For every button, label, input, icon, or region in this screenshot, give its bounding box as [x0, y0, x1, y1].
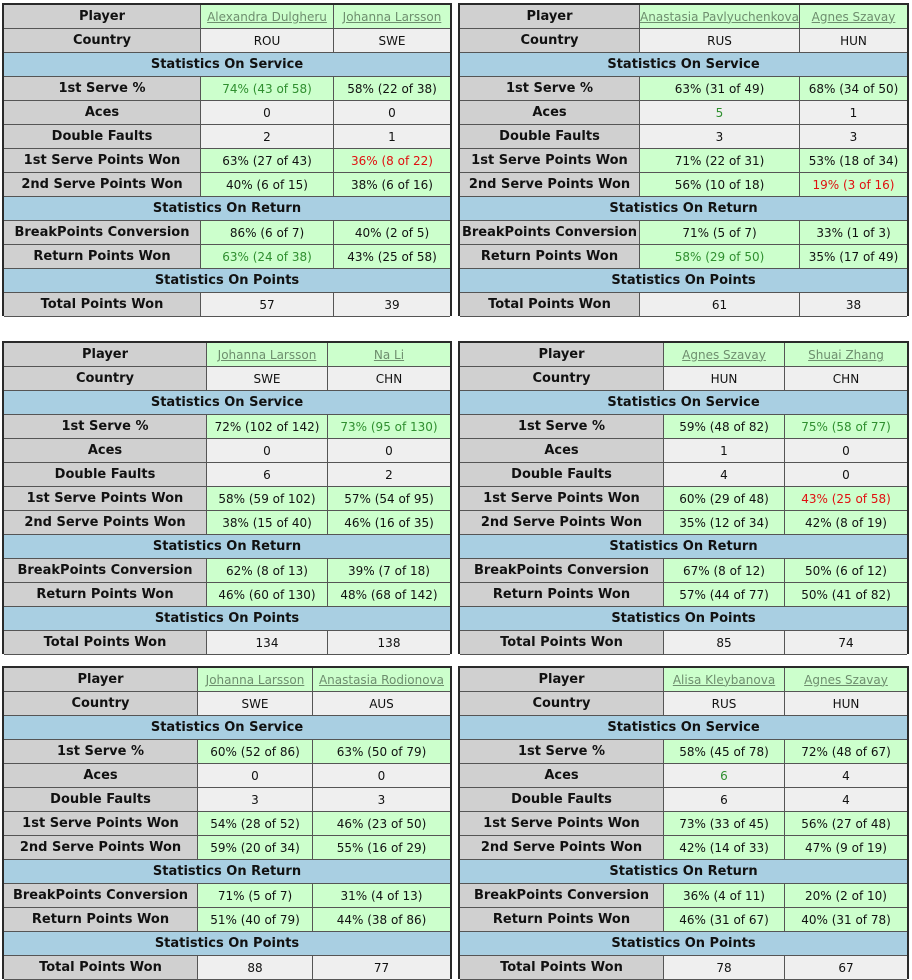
player1-double-faults: 6: [664, 788, 785, 812]
return-won-label: Return Points Won: [4, 583, 207, 607]
match-table: [2, 666, 452, 979]
aces-label: Aces: [460, 764, 664, 788]
player2-bp-conversion: 39% (7 of 18): [328, 559, 450, 583]
first-serve-row: [4, 415, 450, 439]
return-won-label: Return Points Won: [460, 245, 640, 269]
player2-country: CHN: [328, 367, 450, 391]
player2-first-serve: 63% (50 of 79): [313, 740, 450, 764]
player1-return-won: 46% (60 of 130): [207, 583, 328, 607]
serve-section-header: Statistics On Service: [460, 391, 907, 415]
double-faults-row: [460, 788, 907, 812]
player2-first-serve-won: 46% (23 of 50): [313, 812, 450, 836]
aces-row: [4, 764, 450, 788]
first-serve-won-label: 1st Serve Points Won: [460, 812, 664, 836]
points-section-header: Statistics On Points: [4, 607, 450, 631]
total-won-label: Total Points Won: [460, 956, 664, 980]
section-row: [4, 269, 450, 293]
bp-conversion-row: [4, 884, 450, 908]
first-serve-label: 1st Serve %: [460, 77, 640, 101]
player1-link[interactable]: Anastasia Pavlyuchenkova: [640, 5, 800, 29]
return-won-row: [4, 908, 450, 932]
bp-conversion-label: BreakPoints Conversion: [4, 884, 198, 908]
player1-first-serve: 58% (45 of 78): [664, 740, 785, 764]
bp-conversion-row: [4, 559, 450, 583]
player1-bp-conversion: 67% (8 of 12): [664, 559, 785, 583]
player2-first-serve: 73% (95 of 130): [328, 415, 450, 439]
player1-total-won: 85: [664, 631, 785, 655]
country-label: Country: [4, 692, 198, 716]
player1-second-serve-won: 35% (12 of 34): [664, 511, 785, 535]
first-serve-label: 1st Serve %: [460, 415, 664, 439]
player2-double-faults: 1: [334, 125, 450, 149]
section-row: [4, 860, 450, 884]
player1-total-won: 88: [198, 956, 313, 980]
total-won-label: Total Points Won: [4, 293, 201, 317]
first-serve-row: [4, 77, 450, 101]
return-section-header: Statistics On Return: [4, 197, 450, 221]
player1-total-won: 134: [207, 631, 328, 655]
player-row: [460, 668, 907, 692]
serve-section-header: Statistics On Service: [460, 53, 907, 77]
player2-link[interactable]: Anastasia Rodionova: [313, 668, 450, 692]
country-row: [4, 692, 450, 716]
first-serve-label: 1st Serve %: [460, 740, 664, 764]
player1-first-serve: 72% (102 of 142): [207, 415, 328, 439]
player1-country: SWE: [207, 367, 328, 391]
return-won-row: [460, 245, 907, 269]
player2-total-won: 77: [313, 956, 450, 980]
player2-second-serve-won: 38% (6 of 16): [334, 173, 450, 197]
player1-country: RUS: [640, 29, 800, 53]
player2-country: CHN: [785, 367, 907, 391]
total-won-row: [460, 293, 907, 317]
player-label: Player: [460, 668, 664, 692]
player1-aces: 0: [198, 764, 313, 788]
double-faults-row: [4, 125, 450, 149]
player1-second-serve-won: 56% (10 of 18): [640, 173, 800, 197]
return-section-header: Statistics On Return: [4, 860, 450, 884]
player1-total-won: 78: [664, 956, 785, 980]
points-section-header: Statistics On Points: [460, 932, 907, 956]
section-row: [4, 391, 450, 415]
player2-link[interactable]: Agnes Szavay: [800, 5, 907, 29]
player2-return-won: 50% (41 of 82): [785, 583, 907, 607]
double-faults-label: Double Faults: [460, 463, 664, 487]
return-section-header: Statistics On Return: [460, 860, 907, 884]
section-row: [4, 535, 450, 559]
player2-return-won: 40% (31 of 78): [785, 908, 907, 932]
serve-section-header: Statistics On Service: [4, 53, 450, 77]
total-won-row: [4, 293, 450, 317]
second-serve-won-label: 2nd Serve Points Won: [460, 173, 640, 197]
return-won-label: Return Points Won: [460, 908, 664, 932]
double-faults-label: Double Faults: [4, 788, 198, 812]
player1-bp-conversion: 36% (4 of 11): [664, 884, 785, 908]
total-won-label: Total Points Won: [4, 956, 198, 980]
player1-return-won: 51% (40 of 79): [198, 908, 313, 932]
match-table: [458, 666, 909, 979]
bp-conversion-row: [460, 221, 907, 245]
second-serve-won-row: [4, 511, 450, 535]
bp-conversion-label: BreakPoints Conversion: [460, 221, 640, 245]
player2-second-serve-won: 55% (16 of 29): [313, 836, 450, 860]
player2-bp-conversion: 40% (2 of 5): [334, 221, 450, 245]
player1-second-serve-won: 40% (6 of 15): [201, 173, 334, 197]
return-section-header: Statistics On Return: [460, 535, 907, 559]
return-section-header: Statistics On Return: [4, 535, 450, 559]
return-section-header: Statistics On Return: [460, 197, 907, 221]
player2-first-serve: 75% (58 of 77): [785, 415, 907, 439]
player1-bp-conversion: 71% (5 of 7): [198, 884, 313, 908]
aces-label: Aces: [460, 101, 640, 125]
player1-return-won: 57% (44 of 77): [664, 583, 785, 607]
player1-second-serve-won: 42% (14 of 33): [664, 836, 785, 860]
aces-row: [460, 439, 907, 463]
section-row: [460, 535, 907, 559]
second-serve-won-label: 2nd Serve Points Won: [460, 836, 664, 860]
double-faults-label: Double Faults: [460, 125, 640, 149]
double-faults-row: [460, 463, 907, 487]
double-faults-label: Double Faults: [4, 125, 201, 149]
first-serve-row: [460, 77, 907, 101]
total-won-label: Total Points Won: [460, 631, 664, 655]
bp-conversion-row: [460, 559, 907, 583]
return-won-label: Return Points Won: [460, 583, 664, 607]
player2-total-won: 138: [328, 631, 450, 655]
section-row: [4, 197, 450, 221]
first-serve-label: 1st Serve %: [4, 740, 198, 764]
total-won-label: Total Points Won: [460, 293, 640, 317]
second-serve-won-row: [460, 173, 907, 197]
player2-double-faults: 3: [800, 125, 907, 149]
player1-link[interactable]: Alexandra Dulgheru: [201, 5, 334, 29]
player1-double-faults: 4: [664, 463, 785, 487]
player2-second-serve-won: 19% (3 of 16): [800, 173, 907, 197]
player2-aces: 4: [785, 764, 907, 788]
serve-section-header: Statistics On Service: [460, 716, 907, 740]
player1-first-serve-won: 71% (22 of 31): [640, 149, 800, 173]
player1-first-serve-won: 54% (28 of 52): [198, 812, 313, 836]
country-label: Country: [460, 367, 664, 391]
player2-aces: 0: [334, 101, 450, 125]
player-label: Player: [4, 5, 201, 29]
match-table: [458, 3, 909, 316]
bp-conversion-row: [460, 884, 907, 908]
player1-aces: 0: [201, 101, 334, 125]
player1-country: RUS: [664, 692, 785, 716]
player1-aces: 6: [664, 764, 785, 788]
second-serve-won-row: [4, 173, 450, 197]
first-serve-won-label: 1st Serve Points Won: [460, 149, 640, 173]
player1-first-serve-won: 73% (33 of 45): [664, 812, 785, 836]
section-row: [460, 716, 907, 740]
aces-label: Aces: [460, 439, 664, 463]
return-won-row: [460, 583, 907, 607]
player1-total-won: 57: [201, 293, 334, 317]
country-row: [4, 367, 450, 391]
player2-first-serve: 58% (22 of 38): [334, 77, 450, 101]
player1-aces: 0: [207, 439, 328, 463]
player1-country: SWE: [198, 692, 313, 716]
player-label: Player: [4, 668, 198, 692]
first-serve-won-label: 1st Serve Points Won: [4, 812, 198, 836]
player2-link[interactable]: Agnes Szavay: [785, 668, 907, 692]
first-serve-won-row: [460, 812, 907, 836]
player2-link[interactable]: Shuai Zhang: [785, 343, 907, 367]
country-label: Country: [460, 692, 664, 716]
player2-first-serve-won: 36% (8 of 22): [334, 149, 450, 173]
first-serve-won-row: [4, 812, 450, 836]
aces-label: Aces: [4, 764, 198, 788]
second-serve-won-label: 2nd Serve Points Won: [4, 511, 207, 535]
total-won-row: [4, 956, 450, 980]
player1-first-serve-won: 60% (29 of 48): [664, 487, 785, 511]
second-serve-won-row: [460, 836, 907, 860]
player1-link[interactable]: Johanna Larsson: [198, 668, 313, 692]
first-serve-won-label: 1st Serve Points Won: [4, 487, 207, 511]
player2-first-serve-won: 56% (27 of 48): [785, 812, 907, 836]
player-row: [4, 343, 450, 367]
first-serve-row: [460, 740, 907, 764]
serve-section-header: Statistics On Service: [4, 391, 450, 415]
section-row: [460, 860, 907, 884]
return-won-row: [4, 245, 450, 269]
double-faults-row: [4, 463, 450, 487]
player2-return-won: 35% (17 of 49): [800, 245, 907, 269]
first-serve-won-row: [460, 149, 907, 173]
player1-link[interactable]: Agnes Szavay: [664, 343, 785, 367]
player2-total-won: 39: [334, 293, 450, 317]
player2-link[interactable]: Na Li: [328, 343, 450, 367]
player1-first-serve: 63% (31 of 49): [640, 77, 800, 101]
bp-conversion-row: [4, 221, 450, 245]
section-row: [4, 932, 450, 956]
first-serve-won-row: [4, 149, 450, 173]
player2-total-won: 67: [785, 956, 907, 980]
player2-second-serve-won: 46% (16 of 35): [328, 511, 450, 535]
player2-bp-conversion: 20% (2 of 10): [785, 884, 907, 908]
points-section-header: Statistics On Points: [460, 607, 907, 631]
return-won-row: [460, 908, 907, 932]
player2-aces: 0: [313, 764, 450, 788]
return-won-row: [4, 583, 450, 607]
second-serve-won-label: 2nd Serve Points Won: [4, 173, 201, 197]
player1-second-serve-won: 59% (20 of 34): [198, 836, 313, 860]
total-won-row: [460, 956, 907, 980]
player1-second-serve-won: 38% (15 of 40): [207, 511, 328, 535]
first-serve-row: [460, 415, 907, 439]
player2-country: HUN: [785, 692, 907, 716]
section-row: [460, 269, 907, 293]
player2-double-faults: 2: [328, 463, 450, 487]
bp-conversion-label: BreakPoints Conversion: [460, 884, 664, 908]
player1-first-serve-won: 63% (27 of 43): [201, 149, 334, 173]
country-label: Country: [4, 367, 207, 391]
player-label: Player: [460, 343, 664, 367]
player2-double-faults: 3: [313, 788, 450, 812]
player-row: [4, 668, 450, 692]
return-won-label: Return Points Won: [4, 245, 201, 269]
aces-row: [460, 764, 907, 788]
double-faults-label: Double Faults: [460, 788, 664, 812]
player2-country: SWE: [334, 29, 450, 53]
double-faults-row: [460, 125, 907, 149]
player2-aces: 1: [800, 101, 907, 125]
player-row: [460, 343, 907, 367]
player2-return-won: 48% (68 of 142): [328, 583, 450, 607]
first-serve-won-row: [460, 487, 907, 511]
aces-label: Aces: [4, 101, 201, 125]
aces-row: [460, 101, 907, 125]
aces-label: Aces: [4, 439, 207, 463]
country-label: Country: [460, 29, 640, 53]
player2-bp-conversion: 31% (4 of 13): [313, 884, 450, 908]
section-row: [460, 53, 907, 77]
player1-double-faults: 3: [640, 125, 800, 149]
section-row: [4, 716, 450, 740]
player-label: Player: [4, 343, 207, 367]
serve-section-header: Statistics On Service: [4, 716, 450, 740]
player1-double-faults: 2: [201, 125, 334, 149]
player2-first-serve-won: 43% (25 of 58): [785, 487, 907, 511]
total-won-row: [460, 631, 907, 655]
player2-country: AUS: [313, 692, 450, 716]
first-serve-won-label: 1st Serve Points Won: [460, 487, 664, 511]
player2-return-won: 44% (38 of 86): [313, 908, 450, 932]
player1-link[interactable]: Alisa Kleybanova: [664, 668, 785, 692]
points-section-header: Statistics On Points: [4, 932, 450, 956]
total-won-label: Total Points Won: [4, 631, 207, 655]
player2-bp-conversion: 50% (6 of 12): [785, 559, 907, 583]
section-row: [4, 607, 450, 631]
player1-first-serve: 74% (43 of 58): [201, 77, 334, 101]
bp-conversion-label: BreakPoints Conversion: [4, 559, 207, 583]
player2-aces: 0: [328, 439, 450, 463]
total-won-row: [4, 631, 450, 655]
player1-first-serve: 59% (48 of 82): [664, 415, 785, 439]
country-label: Country: [4, 29, 201, 53]
return-won-label: Return Points Won: [4, 908, 198, 932]
player1-first-serve-won: 58% (59 of 102): [207, 487, 328, 511]
points-section-header: Statistics On Points: [4, 269, 450, 293]
country-row: [4, 29, 450, 53]
player2-double-faults: 4: [785, 788, 907, 812]
player1-bp-conversion: 62% (8 of 13): [207, 559, 328, 583]
match-table: [2, 341, 452, 654]
points-section-header: Statistics On Points: [460, 269, 907, 293]
player-row: [4, 5, 450, 29]
player1-aces: 5: [640, 101, 800, 125]
player2-first-serve: 68% (34 of 50): [800, 77, 907, 101]
player1-aces: 1: [664, 439, 785, 463]
first-serve-row: [4, 740, 450, 764]
player1-country: HUN: [664, 367, 785, 391]
first-serve-label: 1st Serve %: [4, 415, 207, 439]
player2-return-won: 43% (25 of 58): [334, 245, 450, 269]
player2-total-won: 74: [785, 631, 907, 655]
player2-first-serve-won: 57% (54 of 95): [328, 487, 450, 511]
section-row: [460, 932, 907, 956]
player1-double-faults: 3: [198, 788, 313, 812]
player2-bp-conversion: 33% (1 of 3): [800, 221, 907, 245]
section-row: [4, 53, 450, 77]
aces-row: [4, 439, 450, 463]
player2-total-won: 38: [800, 293, 907, 317]
player2-second-serve-won: 42% (8 of 19): [785, 511, 907, 535]
player1-bp-conversion: 71% (5 of 7): [640, 221, 800, 245]
double-faults-row: [4, 788, 450, 812]
player-row: [460, 5, 907, 29]
section-row: [460, 197, 907, 221]
match-table: [2, 3, 452, 316]
double-faults-label: Double Faults: [4, 463, 207, 487]
player1-first-serve: 60% (52 of 86): [198, 740, 313, 764]
player1-bp-conversion: 86% (6 of 7): [201, 221, 334, 245]
section-row: [460, 607, 907, 631]
bp-conversion-label: BreakPoints Conversion: [4, 221, 201, 245]
second-serve-won-row: [460, 511, 907, 535]
country-row: [460, 692, 907, 716]
second-serve-won-label: 2nd Serve Points Won: [460, 511, 664, 535]
player1-double-faults: 6: [207, 463, 328, 487]
player1-link[interactable]: Johanna Larsson: [207, 343, 328, 367]
first-serve-label: 1st Serve %: [4, 77, 201, 101]
player2-link[interactable]: Johanna Larsson: [334, 5, 450, 29]
first-serve-won-label: 1st Serve Points Won: [4, 149, 201, 173]
player2-country: HUN: [800, 29, 907, 53]
match-table: [458, 341, 909, 654]
player2-first-serve-won: 53% (18 of 34): [800, 149, 907, 173]
player2-second-serve-won: 47% (9 of 19): [785, 836, 907, 860]
player1-total-won: 61: [640, 293, 800, 317]
second-serve-won-row: [4, 836, 450, 860]
section-row: [460, 391, 907, 415]
player1-return-won: 63% (24 of 38): [201, 245, 334, 269]
player2-double-faults: 0: [785, 463, 907, 487]
player-label: Player: [460, 5, 640, 29]
player1-country: ROU: [201, 29, 334, 53]
player1-return-won: 46% (31 of 67): [664, 908, 785, 932]
player1-return-won: 58% (29 of 50): [640, 245, 800, 269]
player2-first-serve: 72% (48 of 67): [785, 740, 907, 764]
first-serve-won-row: [4, 487, 450, 511]
country-row: [460, 367, 907, 391]
country-row: [460, 29, 907, 53]
aces-row: [4, 101, 450, 125]
player2-aces: 0: [785, 439, 907, 463]
bp-conversion-label: BreakPoints Conversion: [460, 559, 664, 583]
second-serve-won-label: 2nd Serve Points Won: [4, 836, 198, 860]
